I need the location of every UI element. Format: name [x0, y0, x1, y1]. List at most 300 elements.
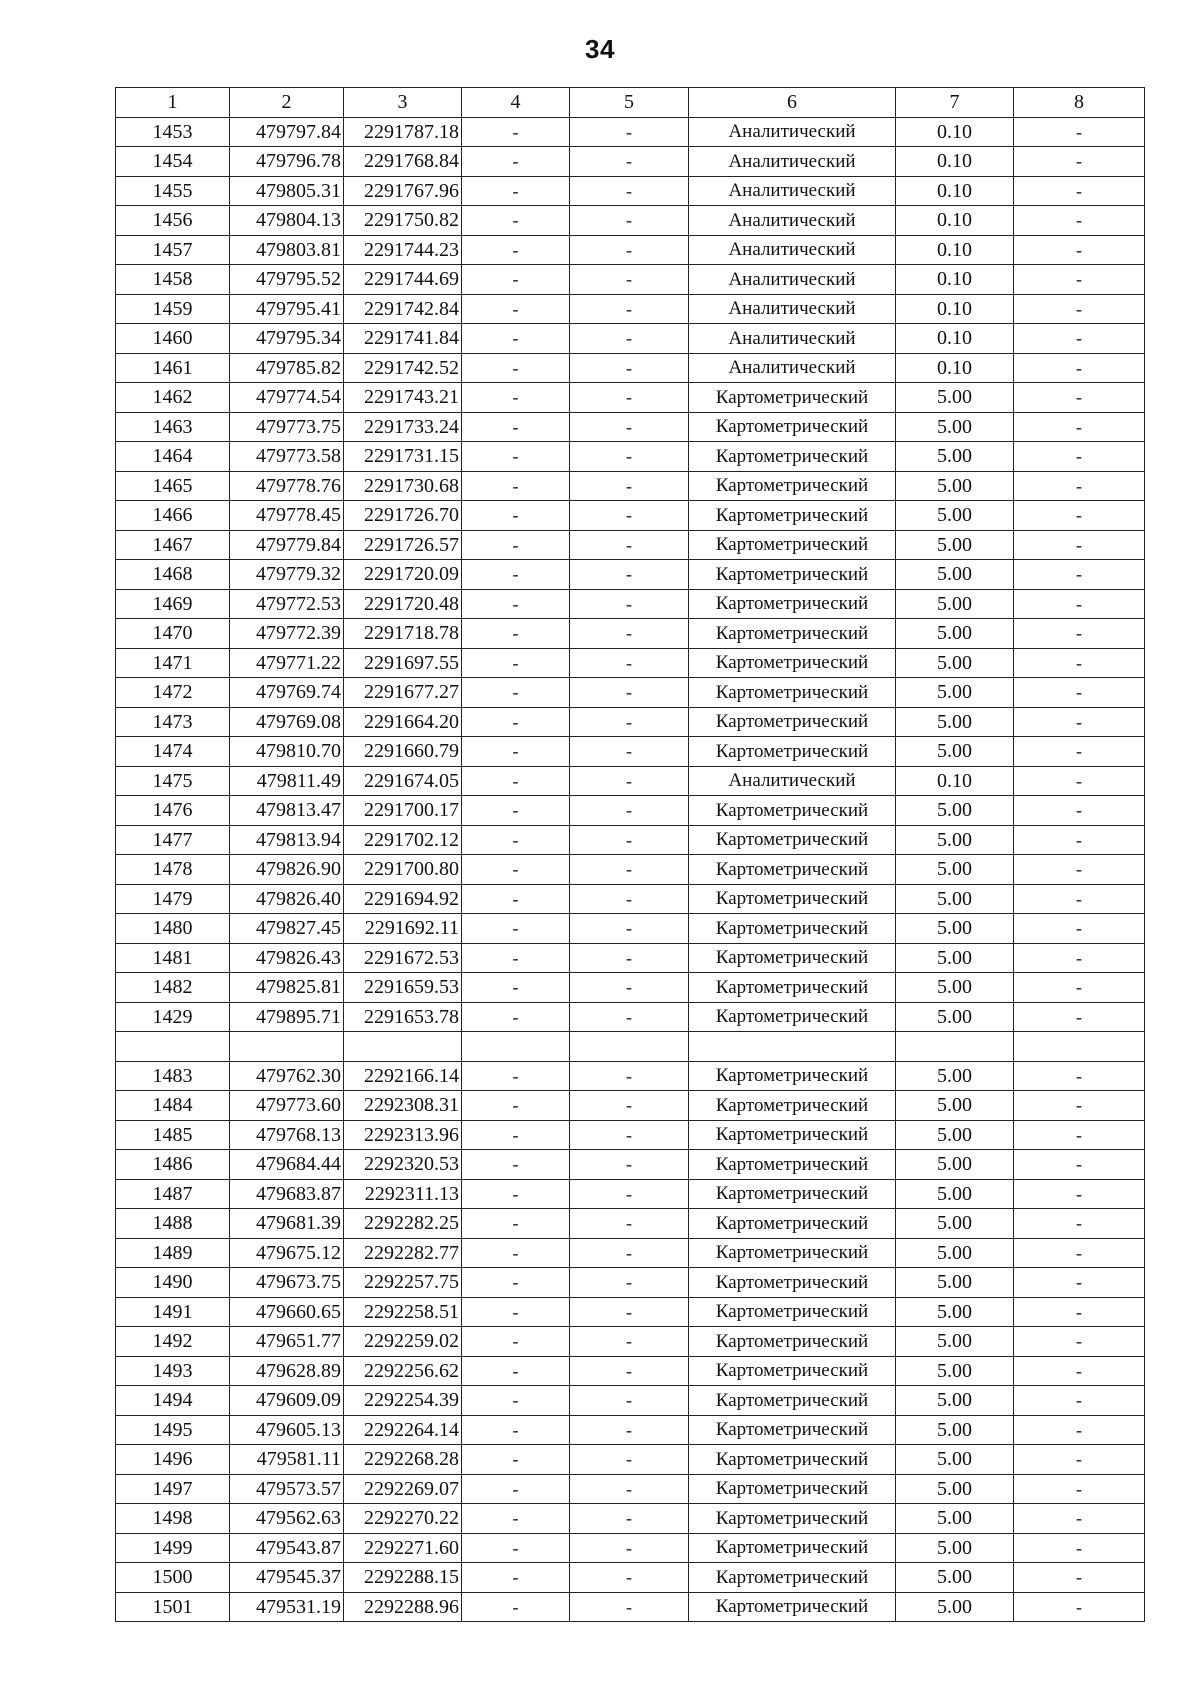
column-4-cell: - [462, 796, 570, 826]
y-coordinate-cell: 2291787.18 [344, 117, 462, 147]
column-4-cell: - [462, 766, 570, 796]
column-4-cell: - [462, 471, 570, 501]
column-8-cell: - [1014, 235, 1145, 265]
table-row [116, 766, 1145, 796]
point-number-cell: 1474 [116, 737, 230, 767]
column-header-5: 5 [570, 88, 689, 118]
y-coordinate-cell: 2292257.75 [344, 1268, 462, 1298]
x-coordinate-cell: 479605.13 [230, 1415, 344, 1445]
method-cell: Картометрический [689, 1091, 896, 1121]
column-4-cell: - [462, 1120, 570, 1150]
x-coordinate-cell: 479826.40 [230, 884, 344, 914]
table-row [116, 825, 1145, 855]
column-4-cell: - [462, 353, 570, 383]
table-row [116, 117, 1145, 147]
column-8-cell: - [1014, 1238, 1145, 1268]
x-coordinate-cell: 479895.71 [230, 1002, 344, 1032]
method-cell: Картометрический [689, 707, 896, 737]
x-coordinate-cell: 479797.84 [230, 117, 344, 147]
method-cell: Картометрический [689, 796, 896, 826]
method-cell: Картометрический [689, 1415, 896, 1445]
table-row [116, 1592, 1145, 1622]
table-row [116, 1179, 1145, 1209]
method-cell [689, 1032, 896, 1062]
column-4-cell: - [462, 1061, 570, 1091]
column-4-cell: - [462, 1386, 570, 1416]
point-number-cell: 1463 [116, 412, 230, 442]
point-number-cell: 1499 [116, 1533, 230, 1563]
column-4-cell: - [462, 1327, 570, 1357]
column-5-cell: - [570, 1297, 689, 1327]
method-cell: Картометрический [689, 1002, 896, 1032]
point-number-cell: 1470 [116, 619, 230, 649]
column-8-cell: - [1014, 1474, 1145, 1504]
accuracy-cell: 5.00 [896, 1091, 1014, 1121]
point-number-cell: 1492 [116, 1327, 230, 1357]
column-8-cell: - [1014, 914, 1145, 944]
point-number-cell: 1459 [116, 294, 230, 324]
method-cell: Картометрический [689, 737, 896, 767]
method-cell: Картометрический [689, 1150, 896, 1180]
accuracy-cell: 5.00 [896, 648, 1014, 678]
column-5-cell: - [570, 1150, 689, 1180]
table-row [116, 235, 1145, 265]
table-row [116, 943, 1145, 973]
x-coordinate-cell: 479773.75 [230, 412, 344, 442]
point-number-cell: 1489 [116, 1238, 230, 1268]
accuracy-cell: 5.00 [896, 1120, 1014, 1150]
y-coordinate-cell: 2291744.23 [344, 235, 462, 265]
table-row [116, 1150, 1145, 1180]
y-coordinate-cell: 2292311.13 [344, 1179, 462, 1209]
accuracy-cell: 5.00 [896, 825, 1014, 855]
table-row [116, 1563, 1145, 1593]
table-row [116, 324, 1145, 354]
accuracy-cell: 0.10 [896, 147, 1014, 177]
accuracy-cell: 0.10 [896, 265, 1014, 295]
column-4-cell: - [462, 1474, 570, 1504]
point-number-cell: 1429 [116, 1002, 230, 1032]
accuracy-cell: 5.00 [896, 1533, 1014, 1563]
y-coordinate-cell: 2291718.78 [344, 619, 462, 649]
column-5-cell: - [570, 884, 689, 914]
method-cell: Картометрический [689, 619, 896, 649]
method-cell: Картометрический [689, 589, 896, 619]
column-8-cell: - [1014, 1356, 1145, 1386]
accuracy-cell: 5.00 [896, 1445, 1014, 1475]
table-row [116, 530, 1145, 560]
column-5-cell: - [570, 235, 689, 265]
column-4-cell: - [462, 943, 570, 973]
table-row [116, 1356, 1145, 1386]
y-coordinate-cell: 2291744.69 [344, 265, 462, 295]
point-number-cell: 1455 [116, 176, 230, 206]
x-coordinate-cell: 479609.09 [230, 1386, 344, 1416]
accuracy-cell: 5.00 [896, 1238, 1014, 1268]
accuracy-cell: 5.00 [896, 1563, 1014, 1593]
accuracy-cell: 0.10 [896, 294, 1014, 324]
column-4-cell: - [462, 884, 570, 914]
column-header-2: 2 [230, 88, 344, 118]
y-coordinate-cell [344, 1032, 462, 1062]
x-coordinate-cell: 479795.41 [230, 294, 344, 324]
x-coordinate-cell: 479825.81 [230, 973, 344, 1003]
column-8-cell: - [1014, 353, 1145, 383]
column-header-3: 3 [344, 88, 462, 118]
column-4-cell: - [462, 973, 570, 1003]
table-row [116, 1415, 1145, 1445]
column-8-cell: - [1014, 442, 1145, 472]
y-coordinate-cell: 2291742.84 [344, 294, 462, 324]
accuracy-cell: 5.00 [896, 737, 1014, 767]
point-number-cell: 1478 [116, 855, 230, 885]
column-5-cell: - [570, 678, 689, 708]
y-coordinate-cell: 2291742.52 [344, 353, 462, 383]
point-number-cell: 1454 [116, 147, 230, 177]
column-4-cell: - [462, 648, 570, 678]
y-coordinate-cell: 2291677.27 [344, 678, 462, 708]
method-cell: Картометрический [689, 1356, 896, 1386]
column-4-cell: - [462, 1091, 570, 1121]
y-coordinate-cell: 2291720.09 [344, 560, 462, 590]
method-cell: Картометрический [689, 1563, 896, 1593]
x-coordinate-cell [230, 1032, 344, 1062]
x-coordinate-cell: 479774.54 [230, 383, 344, 413]
point-number-cell: 1490 [116, 1268, 230, 1298]
method-cell: Аналитический [689, 147, 896, 177]
method-cell: Картометрический [689, 855, 896, 885]
column-8-cell: - [1014, 766, 1145, 796]
column-5-cell: - [570, 1179, 689, 1209]
point-number-cell: 1476 [116, 796, 230, 826]
method-cell: Картометрический [689, 383, 896, 413]
method-cell: Аналитический [689, 235, 896, 265]
column-4-cell: - [462, 707, 570, 737]
x-coordinate-cell: 479803.81 [230, 235, 344, 265]
column-5-cell: - [570, 530, 689, 560]
table-row [116, 147, 1145, 177]
point-number-cell: 1465 [116, 471, 230, 501]
column-8-cell: - [1014, 324, 1145, 354]
y-coordinate-cell: 2291653.78 [344, 1002, 462, 1032]
column-5-cell: - [570, 973, 689, 1003]
header-row [116, 88, 1145, 118]
method-cell: Картометрический [689, 1179, 896, 1209]
column-5-cell: - [570, 206, 689, 236]
x-coordinate-cell: 479778.76 [230, 471, 344, 501]
point-number-cell: 1457 [116, 235, 230, 265]
accuracy-cell: 5.00 [896, 471, 1014, 501]
method-cell: Аналитический [689, 353, 896, 383]
column-8-cell: - [1014, 1120, 1145, 1150]
point-number-cell: 1472 [116, 678, 230, 708]
x-coordinate-cell: 479531.19 [230, 1592, 344, 1622]
x-coordinate-cell: 479779.32 [230, 560, 344, 590]
method-cell: Картометрический [689, 1592, 896, 1622]
column-header-6: 6 [689, 88, 896, 118]
point-number-cell: 1468 [116, 560, 230, 590]
point-number-cell: 1461 [116, 353, 230, 383]
table-row [116, 1327, 1145, 1357]
column-header-7: 7 [896, 88, 1014, 118]
column-8-cell: - [1014, 1415, 1145, 1445]
column-8-cell: - [1014, 707, 1145, 737]
point-number-cell: 1498 [116, 1504, 230, 1534]
accuracy-cell: 5.00 [896, 678, 1014, 708]
accuracy-cell: 5.00 [896, 1327, 1014, 1357]
method-cell: Картометрический [689, 1504, 896, 1534]
column-5-cell: - [570, 1002, 689, 1032]
accuracy-cell: 5.00 [896, 1268, 1014, 1298]
method-cell: Картометрический [689, 825, 896, 855]
x-coordinate-cell: 479660.65 [230, 1297, 344, 1327]
column-4-cell: - [462, 560, 570, 590]
column-8-cell: - [1014, 117, 1145, 147]
x-coordinate-cell: 479573.57 [230, 1474, 344, 1504]
accuracy-cell: 5.00 [896, 383, 1014, 413]
column-header-8: 8 [1014, 88, 1145, 118]
table-row [116, 1061, 1145, 1091]
y-coordinate-cell: 2292271.60 [344, 1533, 462, 1563]
column-8-cell: - [1014, 265, 1145, 295]
coordinates-table [115, 87, 1145, 1622]
y-coordinate-cell: 2291733.24 [344, 412, 462, 442]
column-8-cell: - [1014, 1563, 1145, 1593]
x-coordinate-cell: 479811.49 [230, 766, 344, 796]
x-coordinate-cell: 479562.63 [230, 1504, 344, 1534]
method-cell: Картометрический [689, 973, 896, 1003]
separator-row [116, 1032, 1145, 1062]
column-8-cell: - [1014, 1179, 1145, 1209]
y-coordinate-cell: 2292269.07 [344, 1474, 462, 1504]
column-8-cell: - [1014, 855, 1145, 885]
column-8-cell: - [1014, 501, 1145, 531]
accuracy-cell: 5.00 [896, 1297, 1014, 1327]
table-row [116, 501, 1145, 531]
x-coordinate-cell: 479684.44 [230, 1150, 344, 1180]
point-number-cell: 1480 [116, 914, 230, 944]
column-4-cell: - [462, 1179, 570, 1209]
column-4-cell: - [462, 1297, 570, 1327]
method-cell: Картометрический [689, 1120, 896, 1150]
column-5-cell: - [570, 324, 689, 354]
table-row [116, 1209, 1145, 1239]
method-cell: Картометрический [689, 678, 896, 708]
column-5-cell: - [570, 1592, 689, 1622]
column-4-cell: - [462, 176, 570, 206]
x-coordinate-cell: 479778.45 [230, 501, 344, 531]
x-coordinate-cell: 479771.22 [230, 648, 344, 678]
point-number-cell: 1496 [116, 1445, 230, 1475]
column-8-cell: - [1014, 1504, 1145, 1534]
x-coordinate-cell: 479543.87 [230, 1533, 344, 1563]
accuracy-cell: 5.00 [896, 1356, 1014, 1386]
x-coordinate-cell: 479683.87 [230, 1179, 344, 1209]
column-8-cell: - [1014, 1592, 1145, 1622]
accuracy-cell: 5.00 [896, 1150, 1014, 1180]
column-4-cell: - [462, 383, 570, 413]
y-coordinate-cell: 2291674.05 [344, 766, 462, 796]
y-coordinate-cell: 2291659.53 [344, 973, 462, 1003]
column-8-cell: - [1014, 589, 1145, 619]
y-coordinate-cell: 2292320.53 [344, 1150, 462, 1180]
y-coordinate-cell: 2292308.31 [344, 1091, 462, 1121]
column-8-cell: - [1014, 147, 1145, 177]
x-coordinate-cell: 479772.53 [230, 589, 344, 619]
column-5-cell [570, 1032, 689, 1062]
table-row [116, 1297, 1145, 1327]
table-row [116, 265, 1145, 295]
column-5-cell: - [570, 501, 689, 531]
accuracy-cell: 5.00 [896, 884, 1014, 914]
accuracy-cell: 5.00 [896, 973, 1014, 1003]
column-5-cell: - [570, 589, 689, 619]
column-8-cell: - [1014, 619, 1145, 649]
point-number-cell: 1466 [116, 501, 230, 531]
point-number-cell: 1487 [116, 1179, 230, 1209]
point-number-cell: 1493 [116, 1356, 230, 1386]
point-number-cell: 1462 [116, 383, 230, 413]
x-coordinate-cell: 479795.34 [230, 324, 344, 354]
column-5-cell: - [570, 353, 689, 383]
method-cell: Картометрический [689, 943, 896, 973]
accuracy-cell: 5.00 [896, 619, 1014, 649]
column-5-cell: - [570, 117, 689, 147]
y-coordinate-cell: 2291750.82 [344, 206, 462, 236]
accuracy-cell: 0.10 [896, 353, 1014, 383]
column-5-cell: - [570, 1356, 689, 1386]
point-number-cell: 1467 [116, 530, 230, 560]
page-number: 34 [585, 34, 615, 64]
column-8-cell: - [1014, 471, 1145, 501]
table-row [116, 1120, 1145, 1150]
accuracy-cell: 5.00 [896, 1179, 1014, 1209]
column-8-cell: - [1014, 1061, 1145, 1091]
column-8-cell: - [1014, 678, 1145, 708]
table-row [116, 1474, 1145, 1504]
column-8-cell: - [1014, 1386, 1145, 1416]
column-5-cell: - [570, 560, 689, 590]
y-coordinate-cell: 2292166.14 [344, 1061, 462, 1091]
table-row [116, 412, 1145, 442]
column-5-cell: - [570, 737, 689, 767]
table-row [116, 176, 1145, 206]
table-row [116, 294, 1145, 324]
method-cell: Картометрический [689, 442, 896, 472]
y-coordinate-cell: 2291741.84 [344, 324, 462, 354]
point-number-cell: 1475 [116, 766, 230, 796]
table-row [116, 796, 1145, 826]
accuracy-cell [896, 1032, 1014, 1062]
accuracy-cell: 5.00 [896, 943, 1014, 973]
point-number-cell: 1501 [116, 1592, 230, 1622]
column-5-cell: - [570, 619, 689, 649]
method-cell: Картометрический [689, 914, 896, 944]
method-cell: Картометрический [689, 1268, 896, 1298]
table-row [116, 1238, 1145, 1268]
method-cell: Картометрический [689, 1533, 896, 1563]
accuracy-cell: 5.00 [896, 1415, 1014, 1445]
x-coordinate-cell: 479826.43 [230, 943, 344, 973]
y-coordinate-cell: 2292313.96 [344, 1120, 462, 1150]
column-header-4: 4 [462, 88, 570, 118]
table-row [116, 855, 1145, 885]
table-row [116, 619, 1145, 649]
method-cell: Аналитический [689, 176, 896, 206]
column-5-cell: - [570, 1120, 689, 1150]
table-row [116, 884, 1145, 914]
column-5-cell: - [570, 442, 689, 472]
column-5-cell: - [570, 412, 689, 442]
column-4-cell: - [462, 117, 570, 147]
x-coordinate-cell: 479827.45 [230, 914, 344, 944]
x-coordinate-cell: 479772.39 [230, 619, 344, 649]
column-8-cell: - [1014, 1268, 1145, 1298]
y-coordinate-cell: 2291768.84 [344, 147, 462, 177]
column-8-cell: - [1014, 383, 1145, 413]
table-row [116, 1386, 1145, 1416]
table-row [116, 383, 1145, 413]
y-coordinate-cell: 2291660.79 [344, 737, 462, 767]
y-coordinate-cell: 2291730.68 [344, 471, 462, 501]
table-row [116, 589, 1145, 619]
x-coordinate-cell: 479628.89 [230, 1356, 344, 1386]
column-4-cell: - [462, 1504, 570, 1534]
column-8-cell: - [1014, 973, 1145, 1003]
column-4-cell: - [462, 412, 570, 442]
column-8-cell: - [1014, 884, 1145, 914]
accuracy-cell: 5.00 [896, 1002, 1014, 1032]
y-coordinate-cell: 2292270.22 [344, 1504, 462, 1534]
column-5-cell: - [570, 1327, 689, 1357]
column-4-cell: - [462, 1002, 570, 1032]
column-5-cell: - [570, 1533, 689, 1563]
point-number-cell: 1500 [116, 1563, 230, 1593]
y-coordinate-cell: 2291692.11 [344, 914, 462, 944]
method-cell: Картометрический [689, 1209, 896, 1239]
table-row [116, 1091, 1145, 1121]
column-8-cell: - [1014, 176, 1145, 206]
point-number-cell: 1456 [116, 206, 230, 236]
y-coordinate-cell: 2291743.21 [344, 383, 462, 413]
column-4-cell: - [462, 1445, 570, 1475]
x-coordinate-cell: 479768.13 [230, 1120, 344, 1150]
table-row [116, 442, 1145, 472]
point-number-cell: 1477 [116, 825, 230, 855]
y-coordinate-cell: 2291700.80 [344, 855, 462, 885]
accuracy-cell: 5.00 [896, 855, 1014, 885]
column-4-cell: - [462, 1592, 570, 1622]
x-coordinate-cell: 479779.84 [230, 530, 344, 560]
point-number-cell: 1469 [116, 589, 230, 619]
column-5-cell: - [570, 1415, 689, 1445]
column-5-cell: - [570, 825, 689, 855]
accuracy-cell: 0.10 [896, 117, 1014, 147]
column-5-cell: - [570, 471, 689, 501]
column-4-cell: - [462, 442, 570, 472]
accuracy-cell: 5.00 [896, 1474, 1014, 1504]
accuracy-cell: 5.00 [896, 1209, 1014, 1239]
y-coordinate-cell: 2291720.48 [344, 589, 462, 619]
accuracy-cell: 5.00 [896, 560, 1014, 590]
column-5-cell: - [570, 943, 689, 973]
y-coordinate-cell: 2292256.62 [344, 1356, 462, 1386]
method-cell: Картометрический [689, 884, 896, 914]
x-coordinate-cell: 479673.75 [230, 1268, 344, 1298]
column-4-cell: - [462, 1415, 570, 1445]
column-5-cell: - [570, 914, 689, 944]
column-4-cell: - [462, 1238, 570, 1268]
